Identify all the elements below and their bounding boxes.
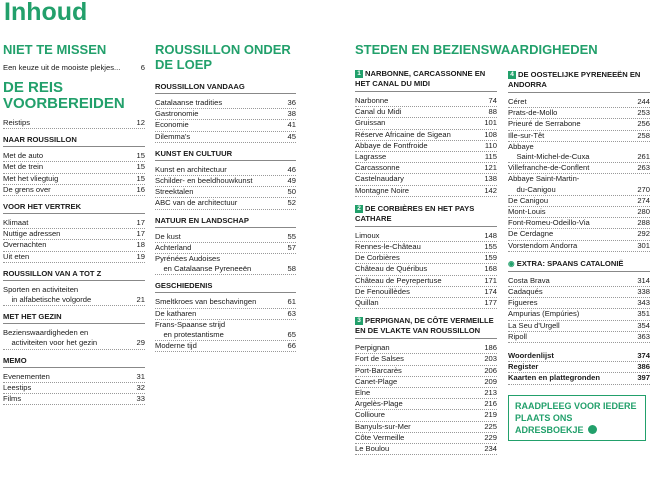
toc-entry-title: De Cerdagne xyxy=(508,229,554,239)
toc-entry[interactable] xyxy=(508,108,650,119)
toc-entry-page: 41 xyxy=(287,120,296,130)
toc-entry-page: 206 xyxy=(484,365,497,375)
toc-entry[interactable] xyxy=(355,399,497,410)
toc-entry-title: Le Boulou xyxy=(355,444,390,454)
toc-entry-title: Pyrénées Audoises en Catalaanse Pyreneeën xyxy=(155,254,252,274)
toc-entry[interactable] xyxy=(508,241,650,252)
geschiedenis-list xyxy=(155,297,296,352)
toc-entry-title: Nuttige adressen xyxy=(3,229,61,239)
toc-entry-page: 148 xyxy=(484,230,497,240)
toc-entry-title: Klimaat xyxy=(3,218,29,228)
toc-entry-page: 174 xyxy=(484,286,497,296)
toc-entry-page: 52 xyxy=(287,198,296,208)
toc-entry-title: Côte Vermeille xyxy=(355,432,405,442)
toc-entry[interactable] xyxy=(508,287,650,298)
toc-entry-page: 171 xyxy=(484,275,497,285)
toc-entry-title: Font-Romeu-Odeillo-Via xyxy=(508,218,590,228)
column-4 xyxy=(508,70,650,441)
toc-entry-title: Vorstendom Andorra xyxy=(508,240,578,250)
toc-entry[interactable] xyxy=(355,410,497,421)
toc-entry[interactable] xyxy=(355,422,497,433)
booklet-icon xyxy=(588,425,597,434)
toc-entry-title: Montagne Noire xyxy=(355,185,410,195)
toc-entry[interactable] xyxy=(355,152,497,163)
toc-entry-page: 17 xyxy=(136,229,145,239)
toc-entry-page: 292 xyxy=(637,229,650,239)
toc-entry-page: 16 xyxy=(136,184,145,194)
memo-list xyxy=(3,372,145,406)
kunst-list xyxy=(155,165,296,210)
toc-entry[interactable] xyxy=(355,186,497,197)
toc-entry[interactable] xyxy=(508,309,650,320)
toc-entry-title: Château de Quéribus xyxy=(355,264,428,274)
toc-entry-page: 108 xyxy=(484,129,497,139)
natuur-list xyxy=(155,232,296,276)
toc-entry[interactable] xyxy=(508,207,650,218)
toc-entry[interactable] xyxy=(155,109,296,120)
toc-entry-title: Films xyxy=(3,394,22,404)
region-3-number: 3 xyxy=(355,317,363,325)
toc-entry-page: 45 xyxy=(287,131,296,141)
toc-entry-title: Réserve Africaine de Sigean xyxy=(355,129,451,139)
page-title: Inhoud xyxy=(4,0,88,26)
toc-entry-page: 186 xyxy=(484,343,497,353)
toc-entry[interactable] xyxy=(155,187,296,198)
toc-entry-title: Port-Barcarès xyxy=(355,365,402,375)
region-4-title: DE OOSTELIJKE PYRENEEËN EN ANDORRA xyxy=(508,70,641,89)
toc-entry-title: Catalaanse tradities xyxy=(155,98,223,107)
toc-entry-page: 209 xyxy=(484,376,497,386)
vertrek-list xyxy=(3,218,145,263)
toc-entry[interactable] xyxy=(355,388,497,399)
subsection-voor-het-vertrek: VOOR HET VERTREK xyxy=(3,202,145,214)
vandaag-list xyxy=(155,98,296,143)
toc-entry-reistips[interactable]: Reistips 12 xyxy=(3,118,145,129)
toc-entry-page: 263 xyxy=(637,163,650,173)
toc-entry-gezin[interactable]: Bezienswaardigheden en activiteiten voor het gezin 29 xyxy=(3,328,145,349)
toc-entry[interactable] xyxy=(155,98,296,109)
toc-entry-title: Fort de Salses xyxy=(355,354,404,364)
region-1-header xyxy=(355,69,497,92)
toc-entry-page: 33 xyxy=(136,394,145,404)
toc-entry[interactable] xyxy=(155,232,296,243)
region-4-header xyxy=(508,70,650,93)
toc-entry[interactable] xyxy=(355,354,497,365)
toc-entry-title: Figueres xyxy=(508,298,538,308)
toc-entry[interactable] xyxy=(508,229,650,240)
section-steden: STEDEN EN BEZIENSWAARDIGHEDEN xyxy=(355,42,598,57)
toc-entry-page: 274 xyxy=(637,195,650,205)
toc-entry-title: Abbaye Saint-Michel-de-Cuxa xyxy=(508,141,590,162)
toc-entry-sporten[interactable]: Sporten en activiteiten in alfabetische volgorde 21 xyxy=(3,285,145,306)
section-niet-te-missen: NIET TE MISSEN xyxy=(3,42,107,57)
toc-entry[interactable] xyxy=(155,120,296,131)
callout-text: RAADPLEEG VOOR IEDERE PLAATS ONS ADRESBOEKJE xyxy=(515,400,637,435)
toc-entry[interactable] xyxy=(155,176,296,187)
toc-entry-page: 216 xyxy=(484,399,497,409)
region-2-header xyxy=(355,204,497,227)
subsection-kunst: KUNST EN CULTUUR xyxy=(155,149,296,161)
toc-entry[interactable] xyxy=(3,252,145,263)
toc-entry-title: Lagrasse xyxy=(355,152,387,162)
adresboekje-callout xyxy=(508,395,646,441)
naar-list xyxy=(3,151,145,196)
toc-entry-title: Ampurias (Empúries) xyxy=(508,309,580,319)
toc-entry-page: 15 xyxy=(136,173,145,183)
toc-entry-title: Perpignan xyxy=(355,343,390,353)
toc-entry-title: Abbaye de Fontfroide xyxy=(355,140,428,150)
toc-entry[interactable] xyxy=(3,229,145,240)
toc-entry-page: 244 xyxy=(637,97,650,106)
toc-entry-title: Gastronomie xyxy=(155,109,199,119)
toc-entry-page: 15 xyxy=(136,162,145,172)
toc-entry-title: De katharen xyxy=(155,308,197,318)
toc-entry-page: 261 xyxy=(637,152,650,162)
toc-entry[interactable] xyxy=(3,174,145,185)
toc-entry-title: Limoux xyxy=(355,230,380,240)
toc-entry[interactable] xyxy=(355,298,497,309)
toc-entry[interactable] xyxy=(155,341,296,352)
toc-entry[interactable] xyxy=(355,377,497,388)
extra-header xyxy=(508,259,650,272)
toc-entry[interactable] xyxy=(508,196,650,207)
toc-entry[interactable] xyxy=(355,264,497,275)
toc-entry-title: Moderne tijd xyxy=(155,341,197,351)
toc-entry-page: 138 xyxy=(484,174,497,184)
toc-entry-page: 110 xyxy=(484,140,497,150)
toc-entry[interactable] xyxy=(355,118,497,129)
section-de-reis: DE REIS VOORBEREIDEN xyxy=(3,79,125,112)
toc-entry-page: 397 xyxy=(637,373,650,383)
extra-icon: ◉ xyxy=(508,258,515,268)
toc-entry-title: De Corbières xyxy=(355,253,400,263)
subsection-roussillon-az: ROUSSILLON VAN A TOT Z xyxy=(3,269,145,281)
region-3-header xyxy=(355,316,497,339)
toc-entry[interactable] xyxy=(355,366,497,377)
toc-entry-title: Evenementen xyxy=(3,371,50,381)
toc-entry-title: Dilemma's xyxy=(155,131,191,141)
toc-entry[interactable] xyxy=(3,185,145,196)
toc-entry-page: 31 xyxy=(136,371,145,381)
toc-entry-title: Narbonne xyxy=(355,96,389,105)
toc-entry-page: 66 xyxy=(287,341,296,351)
region-2-list xyxy=(355,231,497,309)
toc-entry-page: 258 xyxy=(637,130,650,140)
toc-entry-page: 301 xyxy=(637,240,650,250)
toc-entry[interactable] xyxy=(155,132,296,143)
toc-entry[interactable] xyxy=(155,297,296,308)
toc-entry[interactable] xyxy=(3,151,145,162)
region-4-number: 4 xyxy=(508,71,516,79)
toc-entry-title: Met de trein xyxy=(3,162,44,172)
toc-entry[interactable] xyxy=(508,119,650,130)
toc-entry-title: Achterland xyxy=(155,242,192,252)
toc-entry[interactable] xyxy=(508,142,650,163)
toc-entry[interactable] xyxy=(508,332,650,343)
toc-entry[interactable] xyxy=(508,373,650,384)
toc-entry[interactable] xyxy=(155,165,296,176)
toc-entry[interactable] xyxy=(3,372,145,383)
toc-entry-page: 168 xyxy=(484,264,497,274)
toc-entry[interactable] xyxy=(355,174,497,185)
subsection-natuur: NATUUR EN LANDSCHAP xyxy=(155,216,296,228)
toc-entry-title: La Seu d'Urgell xyxy=(508,320,560,330)
region-4-list xyxy=(508,97,650,252)
toc-entry-page: 155 xyxy=(484,242,497,252)
toc-entry-title: Kunst en architectuur xyxy=(155,164,227,174)
toc-entry-title: De Canigou xyxy=(508,195,549,205)
toc-entry-title: Céret xyxy=(508,97,527,106)
toc-entry-title: Frans-Spaanse strijd en protestantisme xyxy=(155,319,226,340)
toc-entry-page: 46 xyxy=(287,164,296,174)
toc-entry-page: 18 xyxy=(136,240,145,250)
toc-entry-title: Met de auto xyxy=(3,151,44,161)
toc-entry[interactable] xyxy=(155,198,296,209)
toc-entry-page: 386 xyxy=(637,362,650,372)
toc-entry[interactable] xyxy=(355,253,497,264)
toc-entry[interactable] xyxy=(355,276,497,287)
toc-entry-page: 280 xyxy=(637,207,650,217)
toc-entry[interactable] xyxy=(3,394,145,405)
toc-entry-title: Canet-Plage xyxy=(355,376,398,386)
toc-entry[interactable] xyxy=(508,174,650,195)
toc-entry-title: Castelnaudary xyxy=(355,174,404,184)
toc-entry-title: Rennes-le-Château xyxy=(355,242,421,252)
subsection-met-het-gezin: MET HET GEZIN xyxy=(3,312,145,324)
toc-entry-title: Gruissan xyxy=(355,118,386,128)
toc-entry-page: 55 xyxy=(287,231,296,241)
region-3-title: PERPIGNAN, DE CÔTE VERMEILLE EN DE VLAKTE VAN ROUSSILLON xyxy=(355,316,494,336)
intro-text: Een keuze uit de mooiste plekjes... xyxy=(3,63,121,72)
toc-entry-title: Overnachten xyxy=(3,240,47,250)
toc-entry[interactable] xyxy=(3,218,145,229)
toc-entry-title: Argelès-Plage xyxy=(355,399,403,409)
subsection-naar-roussillon: NAAR ROUSSILLON xyxy=(3,135,145,147)
toc-entry-page: 354 xyxy=(637,320,650,330)
toc-entry-page: 49 xyxy=(287,176,296,186)
toc-entry[interactable] xyxy=(508,276,650,287)
toc-entry-page: 159 xyxy=(484,253,497,263)
toc-entry-page: 65 xyxy=(287,330,296,340)
toc-entry-title: Prieuré de Serrabone xyxy=(508,119,581,129)
toc-entry[interactable] xyxy=(508,321,650,332)
toc-entry-title: Château de Peyrepertuse xyxy=(355,275,442,285)
toc-entry-title: Met het vliegtuig xyxy=(3,173,59,183)
toc-entry-page: 32 xyxy=(136,382,145,392)
toc-entry-page: 314 xyxy=(637,275,650,285)
toc-entry[interactable] xyxy=(155,254,296,275)
toc-entry-title: Costa Brava xyxy=(508,275,550,285)
toc-entry[interactable] xyxy=(508,218,650,229)
region-3-list xyxy=(355,343,497,455)
toc-entry-title: Streektalen xyxy=(155,187,194,197)
toc-entry[interactable] xyxy=(355,96,497,107)
subsection-geschiedenis: GESCHIEDENIS xyxy=(155,281,296,293)
toc-entry-title: Smeltkroes van beschavingen xyxy=(155,297,257,307)
toc-entry-title: Canal du Midi xyxy=(355,107,402,117)
toc-entry-page: 338 xyxy=(637,287,650,297)
toc-entry-title: Collioure xyxy=(355,410,385,420)
toc-entry-page: 256 xyxy=(637,119,650,129)
toc-entry-page: 61 xyxy=(287,297,296,307)
toc-entry[interactable] xyxy=(508,163,650,174)
toc-entry[interactable] xyxy=(508,362,650,373)
toc-entry-page: 343 xyxy=(637,298,650,308)
toc-entry-title: Cadaqués xyxy=(508,287,543,297)
toc-entry-title: Quillan xyxy=(355,298,379,308)
toc-entry[interactable] xyxy=(508,298,650,309)
column-1 xyxy=(3,42,145,405)
toc-entry-page: 288 xyxy=(637,218,650,228)
toc-entry-title: De Fenouillèdes xyxy=(355,286,410,296)
toc-entry-page: 57 xyxy=(287,242,296,252)
toc-entry-page: 19 xyxy=(136,251,145,261)
intro-entry[interactable] xyxy=(3,63,145,72)
toc-entry[interactable] xyxy=(355,130,497,141)
toc-entry-title: Economie xyxy=(155,120,189,130)
toc-entry-page: 177 xyxy=(484,298,497,308)
extra-list xyxy=(508,276,650,343)
toc-entry[interactable] xyxy=(355,433,497,444)
toc-entry-title: Uit eten xyxy=(3,251,30,261)
toc-entry[interactable] xyxy=(155,320,296,341)
toc-entry-title: Ille-sur-Têt xyxy=(508,130,545,140)
toc-entry-page: 17 xyxy=(136,218,145,228)
toc-entry-title: De kust xyxy=(155,231,181,241)
toc-entry-page: 38 xyxy=(287,109,296,119)
toc-entry-page: 121 xyxy=(484,163,497,173)
toc-entry-page: 253 xyxy=(637,108,650,118)
toc-entry-title: Carcassonne xyxy=(355,163,400,173)
region-1-title: NARBONNE, CARCASSONNE EN HET CANAL DU MIDI xyxy=(355,69,486,88)
bold-list xyxy=(508,351,650,385)
toc-entry[interactable] xyxy=(3,383,145,394)
toc-entry-page: 213 xyxy=(484,388,497,398)
section-onder-de-loep: ROUSSILLON ONDER DE LOEP xyxy=(155,42,291,72)
toc-entry[interactable] xyxy=(355,287,497,298)
toc-entry[interactable] xyxy=(355,163,497,174)
toc-entry-title: Leestips xyxy=(3,382,32,392)
toc-entry[interactable] xyxy=(355,141,497,152)
toc-entry-page: 63 xyxy=(287,308,296,318)
toc-entry-title: Villefranche-de-Conflent xyxy=(508,163,590,173)
toc-entry-title: Abbaye Saint-Martin- du-Canigou xyxy=(508,174,580,194)
region-2-number: 2 xyxy=(355,205,363,213)
toc-entry-title: Elne xyxy=(355,388,371,398)
toc-entry-title: Ripoll xyxy=(508,331,527,341)
toc-entry-title: De grens over xyxy=(3,184,51,194)
toc-entry-page: 58 xyxy=(287,264,296,274)
toc-entry-page: 219 xyxy=(484,410,497,420)
toc-entry-page: 270 xyxy=(637,184,650,194)
toc-entry-page: 15 xyxy=(136,151,145,161)
toc-entry-title: Register xyxy=(508,362,539,372)
toc-entry-page: 234 xyxy=(484,444,497,454)
column-2 xyxy=(155,42,296,352)
toc-entry-page: 363 xyxy=(637,331,650,341)
toc-entry-page: 50 xyxy=(287,187,296,197)
toc-entry[interactable] xyxy=(355,107,497,118)
toc-entry-title: Mont-Louis xyxy=(508,207,546,217)
toc-entry[interactable] xyxy=(155,309,296,320)
toc-entry-page: 374 xyxy=(637,351,650,361)
toc-entry[interactable] xyxy=(3,162,145,173)
extra-title: EXTRA: SPAANS CATALONIË xyxy=(516,258,624,268)
subsection-vandaag: ROUSSILLON VANDAAG xyxy=(155,82,296,94)
toc-entry-title: Schilder- en beeldhouwkunst xyxy=(155,176,253,186)
toc-entry-page: 229 xyxy=(484,432,497,442)
intro-page: 6 xyxy=(140,63,145,72)
toc-entry[interactable] xyxy=(508,97,650,108)
toc-entry[interactable] xyxy=(155,243,296,254)
subsection-memo: MEMO xyxy=(3,356,145,368)
toc-entry-title: Prats-de-Mollo xyxy=(508,108,558,118)
toc-entry[interactable] xyxy=(355,343,497,354)
toc-entry-title: ABC van de architectuur xyxy=(155,198,238,208)
toc-entry-page: 101 xyxy=(484,118,497,128)
toc-entry-page: 351 xyxy=(637,309,650,319)
toc-entry[interactable] xyxy=(355,231,497,242)
toc-entry-page: 203 xyxy=(484,354,497,364)
toc-entry[interactable] xyxy=(508,131,650,142)
region-2-title: DE CORBIÈRES EN HET PAYS CATHARE xyxy=(355,203,475,223)
toc-entry[interactable] xyxy=(3,240,145,251)
toc-entry-page: 115 xyxy=(484,152,497,162)
toc-entry-page: 36 xyxy=(287,98,296,107)
toc-entry[interactable] xyxy=(355,444,497,455)
region-1-number: 1 xyxy=(355,70,363,78)
toc-entry[interactable] xyxy=(508,351,650,362)
toc-entry-page: 142 xyxy=(484,185,497,195)
toc-entry-page: 88 xyxy=(488,107,497,117)
region-1-list xyxy=(355,96,497,197)
toc-entry-title: Banyuls-sur-Mer xyxy=(355,421,411,431)
toc-entry-page: 74 xyxy=(488,96,497,105)
toc-entry-page: 225 xyxy=(484,421,497,431)
toc-entry-title: Kaarten en plattegronden xyxy=(508,373,600,383)
toc-entry[interactable] xyxy=(355,242,497,253)
toc-entry-title: Woordenlijst xyxy=(508,351,554,361)
